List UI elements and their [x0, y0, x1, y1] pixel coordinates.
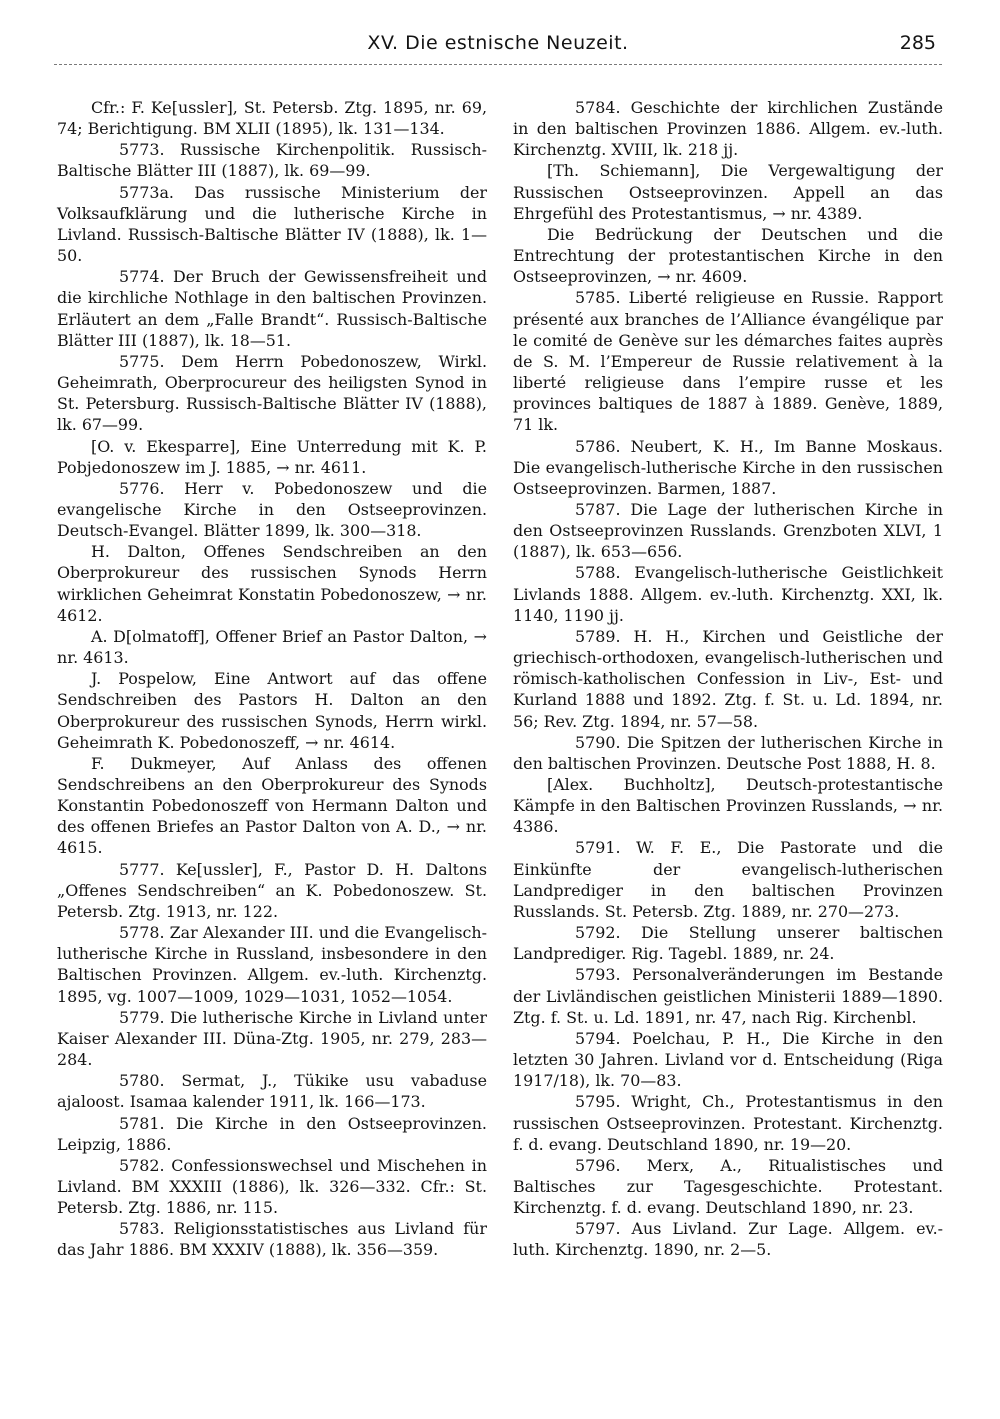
bibliography-entry: 5775. Dem Herrn Pobedonoszew, Wirkl. Geheimrath, Oberprocureur des heiligsten Synod in St. Petersburg. Russisch-Baltische Blätter IV (1888), lk. 67—99. — [57, 351, 487, 435]
bibliography-entry: 5774. Der Bruch der Gewissensfreiheit und die kirchliche Nothlage in den baltischen Provinzen. Erläutert an dem „Falle Brandt“. Russisch-Baltische Blätter III (1887), lk. 18—51. — [57, 267, 487, 350]
bibliography-entry: 5797. Aus Livland. Zur Lage. Allgem. ev.-luth. Kirchenztg. 1890, nr. 2—5. — [513, 1219, 943, 1260]
bibliography-entry: 5782. Confessionswechsel und Mischehen in Livland. BM XXXIII (1886), lk. 326—332. Cfr.: St. Petersb. Ztg. 1886, nr. 115. — [57, 1155, 487, 1218]
bibliography-entry: 5788. Evangelisch-lutherische Geistlichkeit Livlands 1888. Allgem. ev.-luth. Kirchenztg. XXI, lk. 1140, 1190 jj. — [513, 563, 943, 625]
bibliography-entry: 5776. Herr v. Pobedonoszew und die evangelische Kirche in den Ostseeprovinzen. Deutsch-Evangel. Blätter 1899, lk. 300—318. — [57, 478, 487, 541]
bibliography-entry: A. D[olmatoff], Offener Brief an Pastor Dalton, → nr. 4613. — [57, 626, 487, 668]
bibliography-entry: F. Dukmeyer, Auf Anlass des offenen Sendschreibens an den Oberprokureur des Synods Konstantin Pobedonoszeff von Hermann Dalton und des offenen Briefes an Pastor Dalton von A. D., → nr. 4615. — [57, 753, 487, 858]
bibliography-entry: [Alex. Buchholtz], Deutsch-protestantische Kämpfe in den Baltischen Provinzen Russlands, → nr. 4386. — [513, 775, 943, 837]
bibliography-entry: 5795. Wright, Ch., Protestantismus in den russischen Ostseeprovinzen. Protestant. Kirchenztg. f. d. evang. Deutschland 1890, nr. 19—20. — [513, 1092, 943, 1154]
bibliography-entry: 5778. Zar Alexander III. und die Evangelisch-lutherische Kirche in Russland, insbesondere in den Baltischen Provinzen. Allgem. ev.-luth. Kirchenztg. 1895, vg. 1007—1009, 1029—1031, 1052—1054. — [57, 923, 487, 1006]
bibliography-entry: 5786. Neubert, K. H., Im Banne Moskaus. Die evangelisch-lutherische Kirche in den russischen Ostseeprovinzen. Barmen, 1887. — [513, 436, 943, 498]
page-header — [54, 28, 942, 60]
bibliography-entry: 5787. Die Lage der lutherischen Kirche in den Ostseeprovinzen Russlands. Grenzboten XLVI, 1 (1887), lk. 653—656. — [513, 499, 943, 562]
bibliography-entry: Cfr.: F. Ke[ussler], St. Petersb. Ztg. 1895, nr. 69, 74; Berichtigung. BM XLII (1895), lk. 131—134. — [57, 98, 487, 139]
bibliography-entry: 5773a. Das russische Ministerium der Volksaufklärung und die lutherische Kirche in Livland. Russisch-Baltische Blätter IV (1888), lk. 1—50. — [57, 182, 487, 266]
page-number: 285 — [899, 32, 936, 54]
bibliography-entry: 5796. Merx, A., Ritualistisches und Baltisches zur Tagesgeschichte. Protestant. Kirchenztg. f. d. evang. Deutschland 1890, nr. 23. — [513, 1155, 943, 1218]
bibliography-entry: 5789. H. H., Kirchen und Geistliche der griechisch-orthodoxen, evangelisch-lutherischen und römisch-katholischen Confession in Liv-, Est- und Kurland 1888 und 1892. Ztg. f. St. u. Ld. 1894, nr. 56; Rev. Ztg. 1894, nr. 57—58. — [513, 626, 943, 731]
left-column — [57, 97, 487, 1261]
bibliography-entry: [Th. Schiemann], Die Vergewaltigung der Russischen Ostseeprovinzen. Appell an das Ehrgefühl des Protestantismus, → nr. 4389. — [513, 161, 943, 223]
running-title: XV. Die estnische Neuzeit. — [367, 32, 629, 54]
bibliography-entry: Die Bedrückung der Deutschen und die Entrechtung der protestantischen Kirche in den Ostseeprovinzen, → nr. 4609. — [513, 224, 943, 287]
bibliography-entry: 5794. Poelchau, P. H., Die Kirche in den letzten 30 Jahren. Livland vor d. Entscheidung (Riga 1917/18), lk. 70—83. — [513, 1028, 943, 1091]
bibliography-entry: 5777. Ke[ussler], F., Pastor D. H. Daltons „Offenes Sendschreiben“ an K. Pobedonoszew. St. Petersb. Ztg. 1913, nr. 122. — [57, 859, 487, 921]
bibliography-entry: J. Pospelow, Eine Antwort auf das offene Sendschreiben des Pastors H. Dalton an den Oberprokureur des russischen Synods, Herrn wirkl. Geheimrath K. Pobedonoszeff, → nr. 4614. — [57, 669, 487, 752]
right-column — [513, 97, 943, 1261]
bibliography-entry: 5790. Die Spitzen der lutherischen Kirche in den baltischen Provinzen. Deutsche Post 1888, H. 8. — [513, 732, 943, 773]
bibliography-entry: H. Dalton, Offenes Sendschreiben an den Oberprokureur des russischen Synods Herrn wirklichen Geheimrat Konstatin Pobedonoszew, → nr. 4612. — [57, 542, 487, 625]
header-rule — [54, 64, 942, 65]
bibliography-entry: 5779. Die lutherische Kirche in Livland unter Kaiser Alexander III. Düna-Ztg. 1905, nr. 279, 283—284. — [57, 1007, 487, 1070]
bibliography-entry: 5792. Die Stellung unserer baltischen Landprediger. Rig. Tagebl. 1889, nr. 24. — [513, 923, 943, 964]
bibliography-entry: 5784. Geschichte der kirchlichen Zustände in den baltischen Provinzen 1886. Allgem. ev.-luth. Kirchenztg. XVIII, lk. 218 jj. — [513, 98, 943, 160]
bibliography-entry: 5785. Liberté religieuse en Russie. Rapport présenté aux branches de l’Alliance évangélique par le comité de Genève sur les démarches faites auprès de S. M. l’Empereur de Russie relativement à la liberté religieuse dans l’empire russe et les provinces baltiques de 1887 à 1889. Genève, 1889, 71 lk. — [513, 288, 943, 435]
bibliography-entry: [O. v. Ekesparre], Eine Unterredung mit K. P. Pobjedonoszew im J. 1885, → nr. 4611. — [57, 436, 487, 477]
bibliography-entry: 5773. Russische Kirchenpolitik. Russisch-Baltische Blätter III (1887), lk. 69—99. — [57, 140, 487, 181]
bibliography-entry: 5791. W. F. E., Die Pastorate und die Einkünfte der evangelisch-lutherischen Landprediger in den baltischen Provinzen Russlands. St. Petersb. Ztg. 1889, nr. 270—273. — [513, 838, 943, 921]
bibliography-entry: 5780. Sermat, J., Tükike usu vabaduse ajaloost. Isamaa kalender 1911, lk. 166—173. — [57, 1071, 487, 1112]
bibliography-entry: 5781. Die Kirche in den Ostseeprovinzen. Leipzig, 1886. — [57, 1113, 487, 1154]
bibliography-entry: 5783. Religionsstatistisches aus Livland für das Jahr 1886. BM XXXIV (1888), lk. 356—359. — [57, 1219, 487, 1260]
bibliography-entry: 5793. Personalveränderungen im Bestande der Livländischen geistlichen Ministerii 1889—1890. Ztg. f. St. u. Ld. 1891, nr. 47, nach Rig. Kirchenbl. — [513, 965, 943, 1027]
